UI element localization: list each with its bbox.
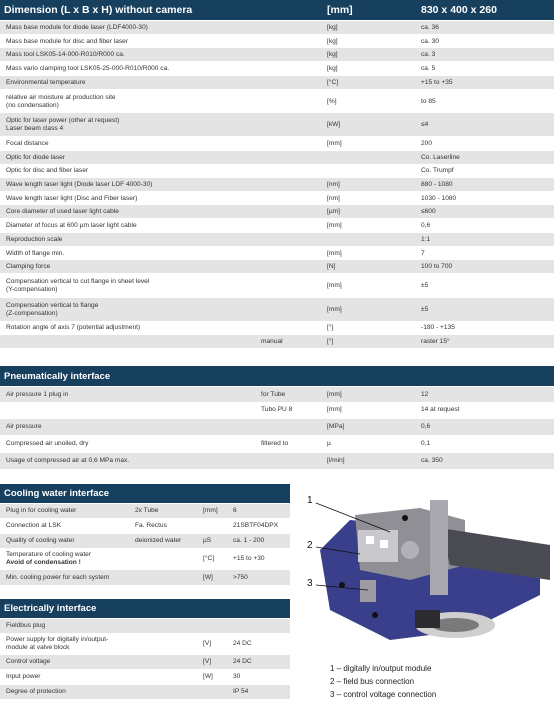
row-unit: [kg]: [327, 24, 338, 31]
row-label: Compensation vertical to cut flange in sheet level: [6, 277, 150, 285]
row-value: IP 54: [233, 688, 249, 695]
row-unit: [V]: [203, 640, 212, 647]
row-label: Control voltage: [6, 658, 51, 665]
row-label: Mass base module for diode laser (LDF4000-30): [6, 24, 148, 31]
figure-caption-3: 3 – control voltage connection: [330, 690, 437, 699]
table-row: [0, 453, 554, 469]
row-label: Optic for laser power (other at request): [6, 117, 120, 125]
row-unit: [µm]: [327, 208, 340, 216]
row-value: 21SBTF04DPX: [233, 522, 279, 529]
pneumatic-header: [0, 366, 554, 386]
row-value: 0,1: [421, 440, 431, 447]
row-sub: filtered to: [261, 440, 289, 447]
row-label: Mass tool LSK05-14-000-R010/R000 ca.: [6, 51, 125, 59]
table-row: [0, 205, 554, 218]
row-value: 1030 - 1080: [421, 194, 457, 202]
row-value: 0,6: [421, 222, 431, 230]
row-unit: [kW]: [327, 121, 341, 129]
row-value: ca. 5: [421, 65, 436, 73]
electric-title: Electrically interface: [4, 603, 97, 614]
row-value: ca. 30: [421, 37, 439, 45]
row-value: ±5: [421, 281, 429, 289]
row-label: Core diameter of used laser light cable: [6, 208, 119, 216]
electric-header: [0, 599, 290, 618]
table-row: [0, 247, 554, 260]
row-unit: [mm]: [327, 406, 342, 413]
row-label: Temperature of cooling water: [6, 551, 92, 558]
row-label: Compensation vertical to flange: [6, 301, 99, 309]
row-value: 1:1: [421, 235, 431, 243]
figure-caption-2: 2 – field bus connection: [330, 677, 415, 686]
row-value: ±5: [421, 305, 429, 313]
row-unit: [l/min]: [327, 457, 345, 464]
row-value: ca. 1 - 200: [233, 537, 265, 544]
laser-module-illustration: [300, 490, 554, 650]
row-label: Rotation angle of axis 7 (potential adjustment): [6, 324, 141, 332]
figure-label-1: 1: [307, 495, 313, 506]
row-sub: for Tube: [261, 391, 286, 398]
row-value: >750: [233, 574, 248, 581]
row-value: -180 - +135: [421, 324, 455, 332]
row-unit: [mm]: [327, 281, 342, 289]
table-row: [0, 387, 554, 403]
table-row: [0, 549, 290, 569]
row-value: 100 to 700: [421, 263, 453, 271]
table-row: [0, 570, 290, 585]
row-sub: manual: [261, 338, 283, 345]
row-label: Plug in for cooling water: [6, 507, 77, 514]
row-value: ca. 36: [421, 24, 439, 31]
row-unit: [%]: [327, 97, 337, 105]
table-row: [0, 62, 554, 75]
table-row: [0, 48, 554, 61]
row-label: Connection at LSK: [6, 522, 61, 529]
table-row: [0, 35, 554, 48]
row-unit: [mm]: [327, 249, 342, 257]
row-unit: [°]: [327, 338, 334, 345]
row-value: 880 - 1080: [421, 181, 453, 188]
row-label-2: (no condensation): [6, 101, 59, 109]
dimension-title: Dimension (L x B x H) without camera: [4, 4, 193, 16]
table-row: [0, 164, 554, 177]
row-value: 24 DC: [233, 658, 252, 665]
row-unit: µ: [327, 440, 331, 447]
table-row: [0, 113, 554, 136]
pneumatic-title: Pneumatically interface: [4, 371, 111, 382]
row-label-2: (Y-compensation): [6, 285, 58, 293]
row-label: Compressed air unoiled, dry: [6, 440, 89, 447]
table-row: [0, 504, 290, 518]
row-unit: [°]: [327, 324, 334, 332]
row-unit: [nm]: [327, 181, 340, 188]
dimension-header: [0, 0, 554, 20]
laser-module-figure: [300, 490, 554, 650]
row-label-2: module at valve block: [6, 644, 70, 651]
row-label: Optic for diode laser: [6, 153, 66, 161]
row-label: Optic for disc and fiber laser: [6, 167, 89, 175]
table-row: [0, 233, 554, 246]
table-row: [0, 436, 554, 452]
row-unit: [mm]: [327, 139, 342, 147]
row-sub: Tubo PU 8: [261, 406, 293, 413]
table-row: [0, 76, 554, 89]
row-unit: [°C]: [203, 555, 215, 562]
row-value: Co. Trumpf: [421, 167, 454, 175]
row-value: raster 15°: [421, 338, 450, 345]
row-label: Environmental temperature: [6, 78, 86, 86]
row-label: Fieldbus plug: [6, 622, 46, 629]
row-value: +15 to +30: [233, 555, 265, 562]
row-value: 200: [421, 139, 433, 147]
table-row: [0, 402, 554, 418]
table-row: [0, 655, 290, 669]
table-row: [0, 219, 554, 232]
row-unit: [kg]: [327, 51, 338, 59]
row-unit: [V]: [203, 658, 212, 665]
row-unit: [W]: [203, 673, 213, 680]
row-label: Power supply for digitally in/output-: [6, 636, 109, 643]
table-row: [0, 274, 554, 297]
table-row: [0, 298, 554, 321]
row-value: 24 DC: [233, 640, 252, 647]
dimension-unit: [mm]: [327, 4, 353, 16]
row-unit: [kg]: [327, 65, 338, 73]
row-unit: [°C]: [327, 78, 339, 86]
table-row: [0, 685, 290, 699]
cooling-title: Cooling water interface: [4, 488, 110, 499]
figure-label-2: 2: [307, 540, 313, 551]
row-unit: [MPa]: [327, 423, 345, 430]
row-value: ca. 350: [421, 457, 443, 464]
dimension-value: 830 x 400 x 260: [421, 4, 497, 16]
row-value: 30: [233, 673, 241, 680]
table-row: [0, 335, 554, 348]
row-value: ca. 3: [421, 51, 436, 59]
row-unit: [mm]: [327, 391, 342, 398]
row-sub: deionized water: [135, 537, 182, 544]
row-unit: [nm]: [327, 194, 340, 202]
table-row: [0, 534, 290, 548]
row-label: Air pressure: [6, 423, 42, 430]
table-row: [0, 670, 290, 684]
row-label: Mass vario clamping tool LSK05-25-000-R010/R000 ca.: [6, 65, 170, 73]
table-row: [0, 21, 554, 34]
table-row: [0, 178, 554, 191]
figure-label-3: 3: [307, 578, 313, 589]
row-label: Mass base module for disc and fiber laser: [6, 37, 129, 45]
row-label: Diameter of focus at 600 µm laser light cable: [6, 222, 137, 230]
row-value: +15 to +35: [421, 78, 453, 86]
table-row: [0, 634, 290, 654]
row-label: Wave length laser light (Diode laser LDF 4000-30): [6, 181, 153, 188]
table-row: [0, 519, 290, 533]
row-unit: [N]: [327, 263, 336, 271]
row-unit: µS: [203, 537, 212, 544]
table-row: [0, 90, 554, 113]
row-label: Air pressure 1 plug in: [6, 391, 69, 398]
row-label: Focal distance: [6, 139, 49, 147]
row-value: 14 at request: [421, 406, 460, 413]
row-label: Clamping force: [6, 263, 51, 271]
table-row: [0, 192, 554, 205]
row-value: ≤4: [421, 121, 429, 129]
row-value: 0,6: [421, 423, 431, 430]
row-value: to 85: [421, 97, 436, 105]
cooling-header: [0, 484, 290, 503]
row-label: Degree of protection: [6, 688, 66, 695]
row-unit: [mm]: [327, 305, 342, 313]
row-label: Reproduction scale: [6, 235, 63, 243]
row-sub: Fa. Rectus: [135, 522, 167, 529]
row-unit: [mm]: [327, 222, 342, 230]
row-label-2: Avoid of condensation !: [6, 559, 81, 566]
row-unit: [kg]: [327, 37, 338, 45]
row-unit: [mm]: [203, 507, 218, 514]
row-unit: [W]: [203, 574, 213, 581]
row-value: 12: [421, 391, 429, 398]
row-label: relative air moisture at production site: [6, 93, 116, 101]
table-row: [0, 321, 554, 334]
table-row: [0, 619, 290, 633]
row-sub: 2x Tube: [135, 507, 159, 514]
row-label: Width of flange min.: [6, 249, 65, 257]
row-value: 6: [233, 507, 237, 514]
row-label: Wave length laser light (Disc and Fiber laser): [6, 194, 138, 202]
table-row: [0, 419, 554, 435]
row-label-2: (Z-compensation): [6, 309, 58, 317]
table-row: [0, 137, 554, 150]
table-row: [0, 260, 554, 273]
row-label: Min. cooling power for each system: [6, 574, 110, 581]
row-label: Input power: [6, 673, 41, 680]
figure-caption-1: 1 – digitally in/output module: [330, 664, 432, 673]
row-value: 7: [421, 249, 425, 257]
row-label-2: Laser beam class 4: [6, 125, 64, 133]
row-label: Quality of cooling water: [6, 537, 75, 544]
table-row: [0, 151, 554, 164]
row-value: ≤600: [421, 208, 436, 216]
row-label: Usage of compressed air at 0,6 MPa max.: [6, 457, 130, 464]
row-value: Co. Laserline: [421, 153, 460, 161]
